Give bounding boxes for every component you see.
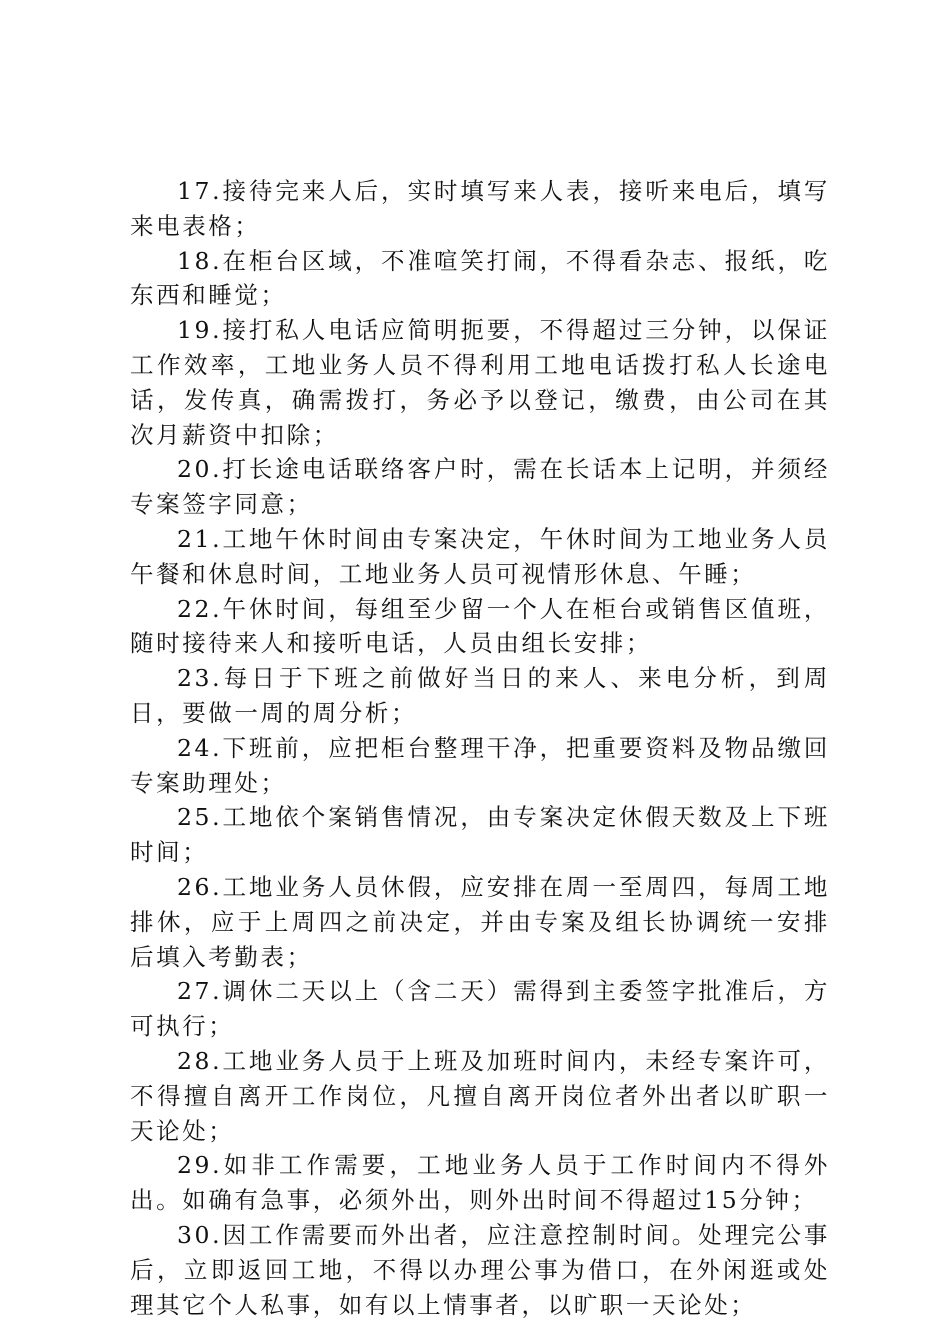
rule-28: 28.工地业务人员于上班及加班时间内，未经专案许可，不得擅自离开工作岗位，凡擅自离开岗位者外出者以旷职一天论处； bbox=[130, 1046, 830, 1145]
rule-30: 30.因工作需要而外出者，应注意控制时间。处理完公事后，立即返回工地，不得以办理公事为借口，在外闲逛或处理其它个人私事，如有以上情事者，以旷职一天论处； bbox=[130, 1220, 830, 1319]
rule-26: 26.工地业务人员休假，应安排在周一至周四，每周工地排休，应于上周四之前决定，并由专案及组长协调统一安排后填入考勤表； bbox=[130, 872, 830, 971]
rule-29: 29.如非工作需要，工地业务人员于工作时间内不得外出。如确有急事，必须外出，则外出时间不得超过15分钟； bbox=[130, 1151, 830, 1215]
rule-21: 21.工地午休时间由专案决定，午休时间为工地业务人员午餐和休息时间，工地业务人员可视情形休息、午睡； bbox=[130, 524, 830, 588]
rule-18: 18.在柜台区域，不准喧笑打闹，不得看杂志、报纸，吃东西和睡觉； bbox=[130, 246, 830, 310]
rule-25: 25.工地依个案销售情况，由专案决定休假天数及上下班时间； bbox=[130, 803, 830, 867]
rule-22: 22.午休时间，每组至少留一个人在柜台或销售区值班，随时接待来人和接听电话，人员由组长安排； bbox=[130, 594, 830, 658]
rule-19: 19.接打私人电话应简明扼要，不得超过三分钟，以保证工作效率，工地业务人员不得利用工地电话拨打私人长途电话，发传真，确需拨打，务必予以登记，缴费，由公司在其次月薪资中扣除； bbox=[130, 316, 830, 449]
rule-23: 23.每日于下班之前做好当日的来人、来电分析，到周日，要做一周的周分析； bbox=[130, 664, 830, 727]
rule-20: 20.打长途电话联络客户时，需在长话本上记明，并须经专案签字同意； bbox=[130, 455, 830, 519]
document-body bbox=[130, 174, 830, 1322]
rule-24: 24.下班前，应把柜台整理干净，把重要资料及物品缴回专案助理处； bbox=[130, 733, 830, 797]
rule-17: 17.接待完来人后，实时填写来人表，接听来电后，填写来电表格； bbox=[130, 177, 830, 240]
rule-27: 27.调休二天以上（含二天）需得到主委签字批准后，方可执行； bbox=[130, 977, 830, 1041]
